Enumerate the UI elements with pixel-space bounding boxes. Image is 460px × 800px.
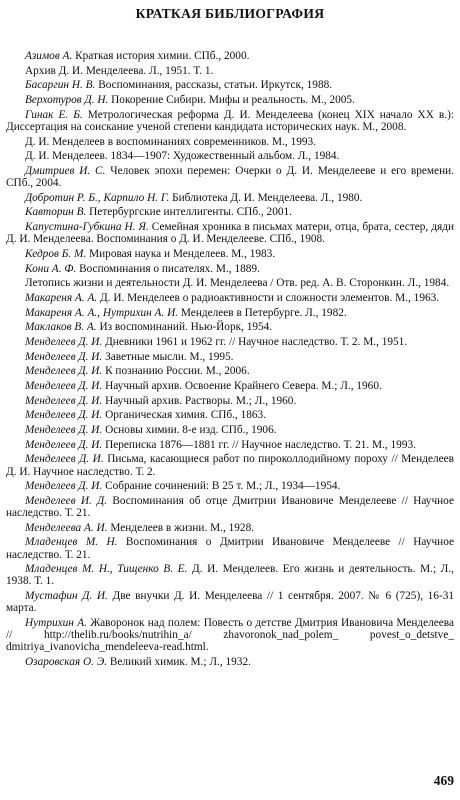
bibliography-entry [6,590,454,614]
entry-author: Менделеев Д. И. [25,424,103,437]
bibliography-entry [6,109,454,133]
entry-text: Великий химик. М.; Л., 1932. [109,655,251,668]
entry-text: Краткая история химии. СПб., 2000. [75,50,250,62]
bibliography-entry [6,351,454,363]
entry-text: Воспоминания об отце Дмитрии Ивановиче Менделееве // Научное наследство. Т. 21. [6,494,454,520]
entry-text: Органическая химия. СПб., 1863. [105,409,267,422]
entry-author: Менделеев Д. И. [25,335,103,348]
entry-author: Менделеев Д. И. [25,438,103,451]
entry-text: Архив Д. И. Менделеева. Л., 1951. Т. 1. [25,64,214,77]
bibliography-entry [6,409,454,421]
bibliography-entry [6,50,454,62]
entry-author: Кони А. Ф. [25,262,77,275]
entry-author: Гинак Е. Б. [25,108,83,121]
entry-text: Летопись жизни и деятельности Д. И. Менделеева / Отв. ред. А. В. Сторонкин. Л., 1984. [25,277,450,290]
entry-author: Менделеев Д. И. [25,453,104,466]
bibliography-entry [6,424,454,436]
bibliography-entry [6,395,454,407]
entry-text: Менделеев в жизни. М., 1928. [110,521,255,534]
entry-text: Собрание сочинений: В 25 т. М.; Л., 1934—1954. [105,480,341,493]
bibliography-entry [6,536,454,560]
entry-author: Младенцев М. Н., Тищенко В. Е. [25,563,188,576]
bibliography-entry [6,94,454,106]
entry-author: Маклаков В. А. [25,321,97,334]
entry-text: Менделеев в Петербурге. Л., 1982. [180,306,347,319]
bibliography-entry [6,380,454,392]
bibliography-entry [6,365,454,377]
entry-author: Менделеева А. И. [25,521,108,534]
entry-text: Человек эпохи перемен: Очерки о Д. И. Менделееве и его времени. СПб., 2004. [6,164,454,189]
bibliography-entry [6,165,454,189]
entry-author: Озаровская О. Э. [25,655,108,668]
entry-text: Воспоминания о писателях. М., 1889. [79,262,260,275]
entry-text: Заветные мысли. М., 1995. [105,350,234,363]
entry-author: Менделеев Д. И. [25,480,103,493]
bibliography-entry [6,495,454,519]
entry-author: Кедров Б. М. [25,247,87,260]
entry-text: Семейная хроника в письмах матери, отца, брата, сестер, дяди Д. И. Менделеева. Воспоминания о Д. И. Менделееве. СПб., 1908. [6,221,455,246]
bibliography-entry [6,453,454,477]
entry-author: Нутрихин А. [25,616,87,629]
entry-author: Басаргин Н. В. [25,79,96,92]
entry-author: Верхотуров Д. Н. [25,94,109,107]
entry-author: Менделеев Д. И. [25,409,103,422]
bibliography-entry [6,292,454,304]
bibliography-entry [6,563,454,587]
entry-author: Добротин Р. Б., Карпило Н. Г. [25,191,170,204]
entry-text: Письма, касающиеся работ по пироколлодийному пороху // Менделеев Д. И. Научное наследство. Т. 2. [6,453,454,478]
bibliography-entry [6,321,454,333]
entry-text: Переписка 1876—1881 гг. // Научное наследство. Т. 21. М., 1993. [105,438,416,451]
bibliography-entry [6,439,454,451]
entry-author: Менделеев И. Д. [25,494,108,507]
entry-text: Жаворонок над полем: Повесть о детстве Дмитрия Ивановича Менделеева // http://thelib.ru/books/nutrihin_a/ zhavoronok_nad_polem_ povest_o_detstve_ dmitriya_ivanovicha_mendeleeva-read.html. [6,616,455,653]
entry-text: К познанию России. М., 2006. [105,365,250,378]
entry-text: Научный архив. Освоение Крайнего Севера. М.; Л., 1960. [105,380,382,393]
entry-author: Менделеев Д. И. [25,365,103,378]
bibliography-entry [6,277,454,289]
bibliography-entry [6,150,454,162]
entry-text: Воспоминания о Дмитрии Ивановиче Менделееве // Научное наследство. Т. 21. [6,536,454,561]
entry-author: Менделеев Д. И. [25,350,103,363]
entry-author: Макареня А. А. [25,291,98,304]
bibliography-entry [6,336,454,348]
entry-text: Д. И. Менделеев. Его жизнь и деятельность. М.; Л., 1938. Т. 1. [6,563,454,588]
entry-text: Воспоминания, рассказы, статьи. Иркутск, 1988. [98,79,333,92]
bibliography-entry [6,206,454,218]
page-title: КРАТКАЯ БИБЛИОГРАФИЯ [135,6,325,21]
bibliography-list [6,50,454,668]
entry-author: Кавторин В. [25,206,87,219]
bibliography-entry [6,136,454,148]
bibliography-entry [6,65,454,77]
entry-text: Покорение Сибири. Мифы и реальность. М., 2005. [111,94,355,107]
bibliography-entry [6,221,454,245]
bibliography-entry [6,248,454,260]
bibliography-entry [6,79,454,91]
entry-text: Петербургские интеллигенты. СПб., 2001. [89,206,292,219]
bibliography-entry [6,263,454,275]
entry-text: Основы химии. 8-е изд. СПб., 1906. [105,424,277,437]
bibliography-entry [6,307,454,319]
entry-text: Научный архив. Растворы. М.; Л., 1960. [105,394,297,407]
entry-text: Из воспоминаний. Нью-Йорк, 1954. [99,321,273,334]
bibliography-entry [6,617,454,653]
bibliography-entry [6,480,454,492]
entry-text: Мировая наука и Менделеев. М., 1983. [89,247,276,260]
entry-author: Менделеев Д. И. [25,394,103,407]
entry-text: Дневники 1961 и 1962 гг. // Научное наследство. Т. 2. М., 1951. [105,335,408,348]
entry-author: Дмитриев И. С. [25,164,106,177]
entry-text: Д. И. Менделеев о радиоактивности и сложности элементов. М., 1963. [100,291,440,304]
bibliography-entry [6,192,454,204]
page-number: 469 [433,773,454,788]
entry-author: Младенцев М. Н. [25,536,118,549]
entry-text: Две внучки Д. И. Менделеева // 1 сентября. 2007. № 6 (725), 16-31 марта. [6,589,455,615]
entry-text: Д. И. Менделеев в воспоминаниях современников. М., 1993. [25,135,316,148]
entry-author: Менделеев Д. И. [25,380,103,393]
entry-text: Библиотека Д. И. Менделеева. Л., 1980. [172,191,363,204]
entry-text: Метрологическая реформа Д. И. Менделеева (конец XIX начало XX в.): Диссертация на соискание ученой степени кандидата исторических наук. М., 2008. [6,108,454,133]
bibliography-entry [6,656,454,668]
bibliography-entry [6,522,454,534]
entry-author: Капустина-Губкина Н. Я. [25,221,149,234]
entry-author: Азимов А. [25,50,73,62]
entry-text: Д. И. Менделеев. 1834—1907: Художественный альбом. Л., 1984. [25,150,340,163]
entry-author: Мустафин Д. И. [25,589,108,602]
entry-author: Макареня А. А., Нутрихин А. И. [25,306,179,319]
